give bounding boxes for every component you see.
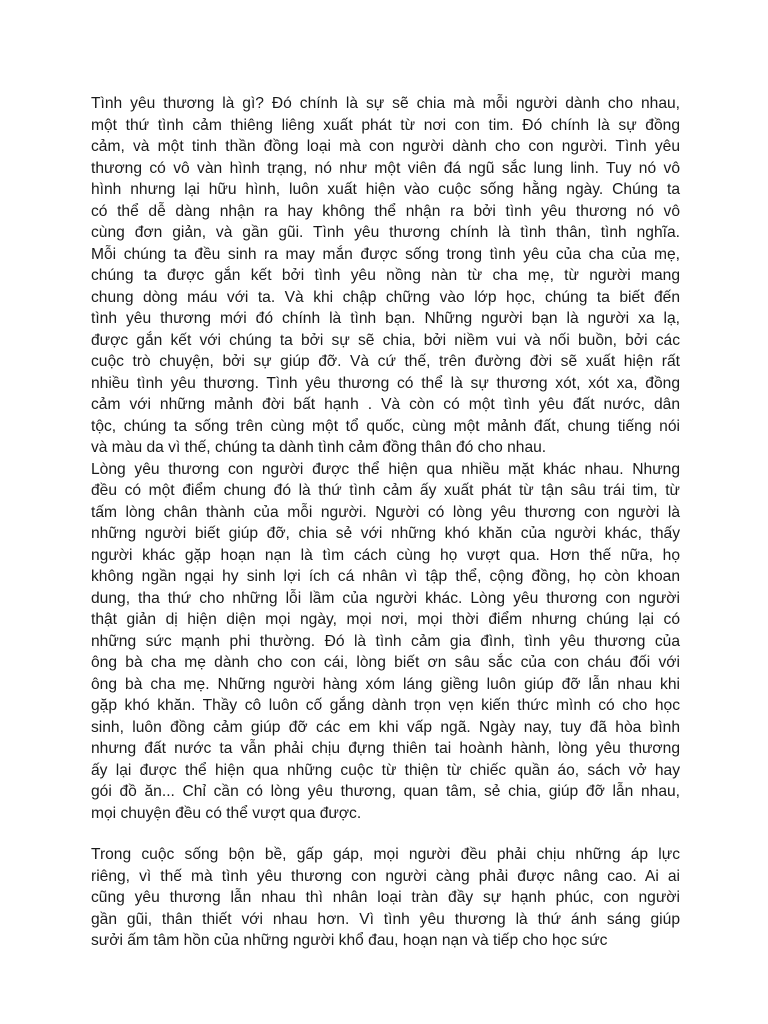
text-line: cũng yêu thương lẫn nhau thì nhân loại tràn đầy sự hạnh phúc, con người xyxy=(91,889,680,906)
paragraph-3 xyxy=(91,844,680,952)
text-line: ông bà cha mẹ dành cho con cái, lòng biết ơn sâu sắc của con cháu đối với xyxy=(91,654,680,671)
text-line: cuộc trò chuyện, bởi sự giúp đỡ. Và cứ thế, trên đường đời sẽ xuất hiện rất xyxy=(91,353,680,370)
text-line: Mỗi chúng ta đều sinh ra may mắn được sống trong tình yêu của cha của mẹ, xyxy=(91,245,680,263)
text-line: một thứ tình cảm thiêng liêng xuất phát từ nơi con tim. Đó chính là sự đồng xyxy=(91,116,680,134)
text-line: có thể dễ dàng nhận ra hay không thể nhận ra bởi tình yêu thương nó vô xyxy=(91,202,680,220)
text-line: gần gũi, thân thiết với nhau hơn. Vì tình yêu thương là thứ ánh sáng giúp xyxy=(91,910,680,928)
text-line: và màu da vì thế, chúng ta dành tình cảm đồng thân đó cho nhau. xyxy=(91,439,547,456)
text-line: sưởi ấm tâm hồn của những người khổ đau, hoạn nạn và tiếp cho học sức xyxy=(91,932,608,949)
text-line: hình nhưng lại hữu hình, luôn xuất hiện vào cuộc sống hằng ngày. Chúng ta xyxy=(91,181,680,198)
text-line: Lòng yêu thương con người được thể hiện qua nhiều mặt khác nhau. Nhưng xyxy=(91,460,680,478)
text-line: ông bà cha mẹ. Những người hàng xóm láng giềng luôn giúp đỡ lẫn nhau khi xyxy=(91,675,680,693)
text-line: gặp khó khăn. Thầy cô luôn cố gắng dành trọn vẹn kiến thức mình có cho học xyxy=(91,697,680,714)
text-line: cùng đơn giản, và gần gũi. Tình yêu thương chính là tình thân, tình nghĩa. xyxy=(91,224,680,241)
text-line: sinh, luôn đồng cảm giúp đỡ các em khi vấp ngã. Ngày nay, tuy đã hòa bình xyxy=(91,718,680,736)
text-line: những người biết giúp đỡ, chia sẻ với những khó khăn của người khác, thấy xyxy=(91,525,680,542)
text-line: được gắn kết với chúng ta bởi sự sẽ chia, bởi niềm vui và nối buồn, bởi các xyxy=(91,331,680,349)
text-line: mọi chuyện đều có thể vượt qua được. xyxy=(91,804,362,822)
text-line: cảm với những mảnh đời bất hạnh . Và còn có một tình yêu đất nước, dân xyxy=(91,396,680,413)
text-line: nhiều tình yêu thương. Tình yêu thương có thể là sự thương xót, xót xa, đồng xyxy=(91,374,680,392)
paragraph-1 xyxy=(91,93,680,459)
text-line: riêng, vì thế mà tình yêu thương con người càng phải được nâng cao. Ai ai xyxy=(91,867,680,885)
text-line: chúng ta được gắn kết bởi tình yêu nồng nàn từ cha mẹ, từ người mang xyxy=(91,267,680,284)
text-line: cảm, và một tinh thần đồng loại mà con người dành cho con người. Tình yêu xyxy=(91,138,680,155)
text-line: dung, tha thứ cho những lỗi lầm của người khác. Lòng yêu thương con người xyxy=(91,589,680,607)
text-line: chung dòng máu với ta. Và khi chập chững vào lớp học, chúng ta biết đến xyxy=(91,288,680,306)
text-line: nhưng đất nước ta vẫn phải chịu đựng thiên tai hoành hành, lòng yêu thương xyxy=(91,740,680,757)
text-line: những sức mạnh phi thường. Đó là tình cảm gia đình, tình yêu thương của xyxy=(91,632,680,650)
text-line: gói đồ ăn... Chỉ cần có lòng yêu thương, quan tâm, sẻ chia, giúp đỡ lẫn nhau, xyxy=(91,783,680,800)
paragraph-2 xyxy=(91,459,680,825)
text-line: Tình yêu thương là gì? Đó chính là sự sẽ chia mà mỗi người dành cho nhau, xyxy=(91,95,680,112)
text-line: thật giản dị hiện diện mọi ngày, mọi nơi, mọi thời điểm nhưng chúng lại có xyxy=(91,611,680,628)
text-line: thương có vô vàn hình trạng, nó như một viên đá ngũ sắc lung linh. Tuy nó vô xyxy=(91,159,680,177)
text-line: không ngần ngại hy sinh lợi ích cá nhân vì tập thể, cộng đồng, họ còn khoan xyxy=(91,568,680,585)
text-line: Trong cuộc sống bộn bề, gấp gáp, mọi người đều phải chịu những áp lực xyxy=(91,846,680,863)
text-line: người khác gặp hoạn nạn là tìm cách cùng họ vượt qua. Hơn thế nữa, họ xyxy=(91,546,680,564)
text-line: tấm lòng chân thành của mỗi người. Người có lòng yêu thương con người là xyxy=(91,503,680,521)
text-line: tộc, chúng ta sống trên cùng một tổ quốc, cùng một mảnh đất, chung tiếng nói xyxy=(91,417,680,435)
text-line: ấy lại được thể hiện qua những cuộc từ thiện từ chiếc quần áo, sách vở hay xyxy=(91,761,680,779)
text-line: đều có một điểm chung đó là thứ tình cảm ấy xuất phát từ tận sâu trái tim, từ xyxy=(91,482,680,499)
text-line: tình yêu thương mới đó chính là tình bạn. Những người bạn là người xa lạ, xyxy=(91,310,680,327)
